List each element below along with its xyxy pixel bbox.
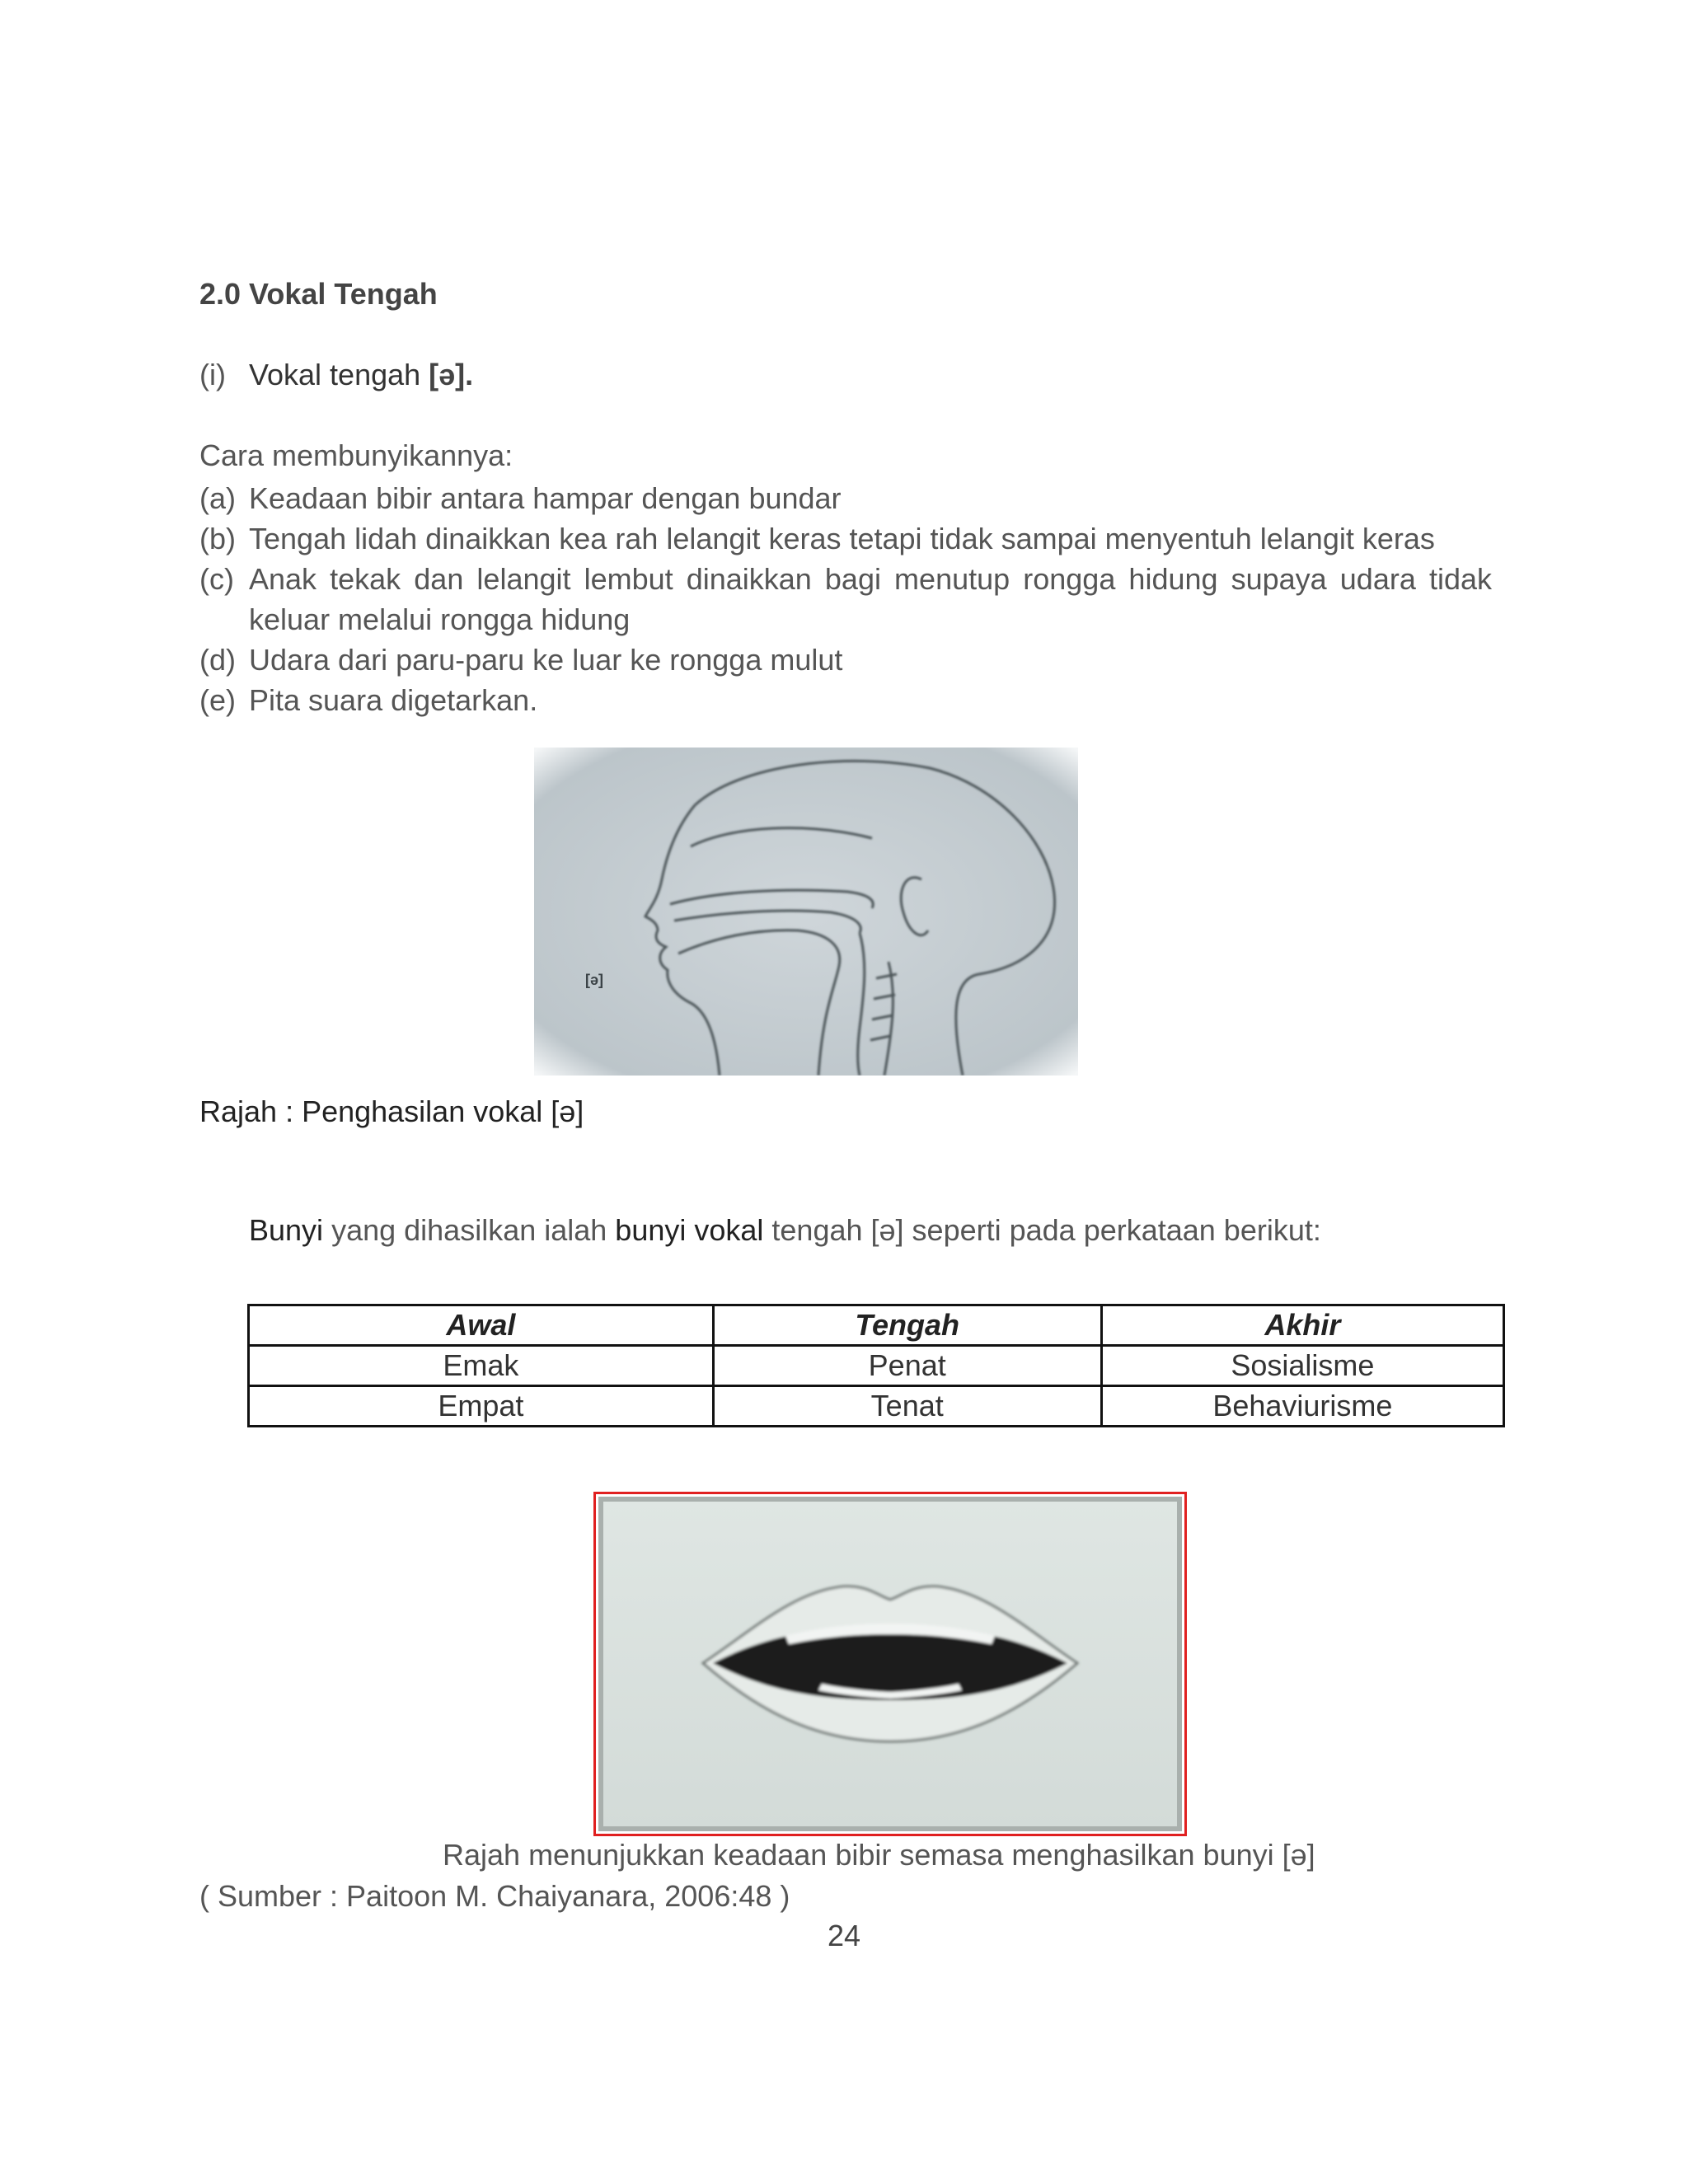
- paragraph-part: Bunyi: [249, 1213, 324, 1247]
- table-header-cell: Awal: [249, 1305, 714, 1346]
- figure1-caption: Rajah : Penghasilan vokal [ə]: [199, 1094, 584, 1128]
- step-label: (a): [199, 481, 236, 515]
- section-heading: 2.0 Vokal Tengah: [199, 277, 438, 311]
- figure2-caption: Rajah menunjukkan keadaan bibir semasa menghasilkan bunyi [ə]: [443, 1838, 1315, 1872]
- table-cell: Penat: [713, 1346, 1101, 1386]
- paragraph-part: bunyi vokal: [615, 1213, 764, 1247]
- table-cell: Tenat: [713, 1386, 1101, 1427]
- lips-figure: [593, 1492, 1187, 1836]
- step-label: (d): [199, 643, 236, 677]
- paragraph-part: yang dihasilkan ialah: [323, 1213, 616, 1247]
- table-row: [249, 1346, 1504, 1386]
- step-label: (b): [199, 522, 236, 555]
- lips-illustration: [596, 1494, 1184, 1834]
- step-text: Tengah lidah dinaikkan kea rah lelangit keras tetapi tidak sampai menyentuh lelangit keras: [249, 522, 1435, 555]
- source-citation: ( Sumber : Paitoon M. Chaiyanara, 2006:48 ): [199, 1879, 790, 1913]
- step-item: [199, 680, 1492, 720]
- step-text: Anak tekak dan lelangit lembut dinaikkan bagi menutup rongga hidung supaya udara tidak keluar melalui rongga hidung: [249, 562, 1492, 636]
- table-cell: Sosialisme: [1101, 1346, 1503, 1386]
- figure-inset-label: [ə]: [585, 972, 603, 988]
- step-item: [199, 518, 1492, 559]
- step-text: Keadaan bibir antara hampar dengan bundar: [249, 481, 842, 515]
- table-header-cell: Akhir: [1101, 1305, 1503, 1346]
- vocal-tract-figure: [534, 748, 1078, 1076]
- method-steps: [199, 478, 1492, 720]
- table-cell: Behaviurisme: [1101, 1386, 1503, 1427]
- table-cell: Emak: [249, 1346, 714, 1386]
- table-cell: Empat: [249, 1386, 714, 1427]
- body-paragraph: [249, 1213, 1321, 1248]
- vowel-symbol: [ə].: [429, 358, 474, 391]
- subsection-text: Vokal tengah: [248, 358, 429, 391]
- paragraph-part: tengah [ə] seperti pada perkataan berikut:: [763, 1213, 1321, 1247]
- subsection-number: (i): [199, 358, 226, 391]
- step-item: [199, 478, 1492, 518]
- subsection-title: [199, 358, 473, 392]
- word-example-table: [247, 1304, 1505, 1427]
- step-item: [199, 640, 1492, 680]
- table-header-row: [249, 1305, 1504, 1346]
- method-intro: Cara membunyikannya:: [199, 438, 513, 472]
- step-label: (c): [199, 562, 234, 596]
- table-row: [249, 1386, 1504, 1427]
- step-label: (e): [199, 683, 236, 717]
- step-text: Pita suara digetarkan.: [249, 683, 538, 717]
- step-text: Udara dari paru-paru ke luar ke rongga mulut: [249, 643, 843, 677]
- head-profile-illustration: [534, 748, 1078, 1076]
- step-item: [199, 559, 1492, 640]
- page-number: 24: [828, 1919, 861, 1952]
- table-header-cell: Tengah: [713, 1305, 1101, 1346]
